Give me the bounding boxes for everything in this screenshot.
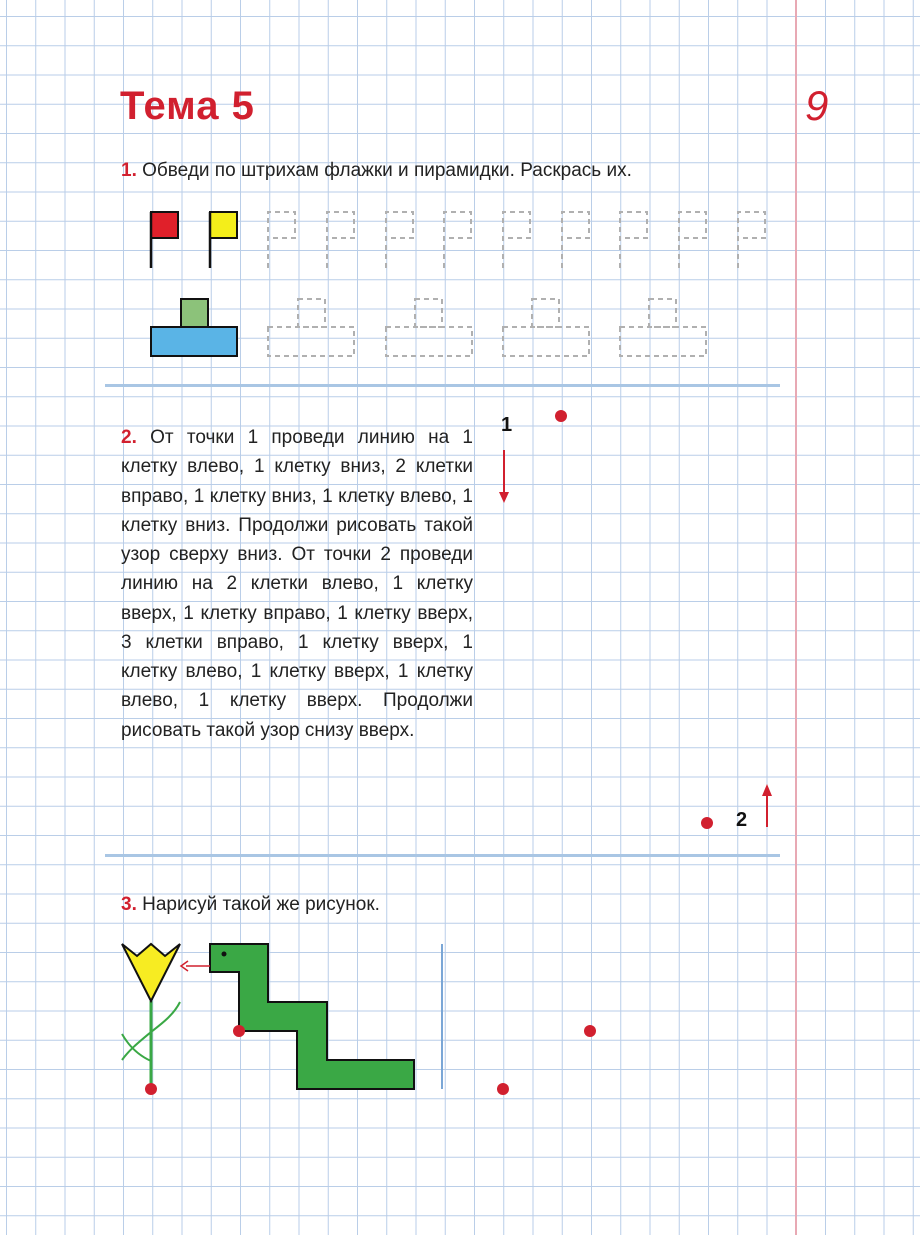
page-number: 9: [805, 82, 829, 129]
snake-dot: [233, 1025, 245, 1037]
point-2-label: 2: [736, 809, 748, 831]
copy-dot-flower[interactable]: [497, 1083, 509, 1095]
flower-drawing: [122, 944, 180, 1089]
snake-drawing: [181, 944, 414, 1089]
task-2-text: От точки 1 проведи линию на 1 клетку влево, 1 клетку вниз, 2 клетки вправо, 1 клетку вниз, 1 клетку влево, 1 клетку вниз. Продолжи рисовать такой узор сверху вниз. От точки 2 проведи линию на 2 клетки влево, 1 клетку вверх, 1 клетку вправо, 1 клетку вверх, 3 клетки вправо, 1 клетку вверх, 1 клетку влево, 1 клетку вверх, 1 клетку влево, 1 клетку вверх. Продолжи рисовать такой узор снизу вверх.: [121, 427, 473, 741]
page-title: Тема 5: [120, 84, 255, 128]
point-1-label: 1: [501, 414, 513, 436]
copy-dot-snake[interactable]: [584, 1025, 596, 1037]
task-1-number: 1.: [121, 160, 137, 181]
task-3-number: 3.: [121, 894, 137, 915]
task-2-number: 2.: [121, 427, 137, 448]
task-3-text: Нарисуй такой же рисунок.: [142, 894, 380, 915]
flower-dot: [145, 1083, 157, 1095]
task-1-text: Обведи по штрихам флажки и пирамидки. Раскрась их.: [142, 160, 632, 181]
